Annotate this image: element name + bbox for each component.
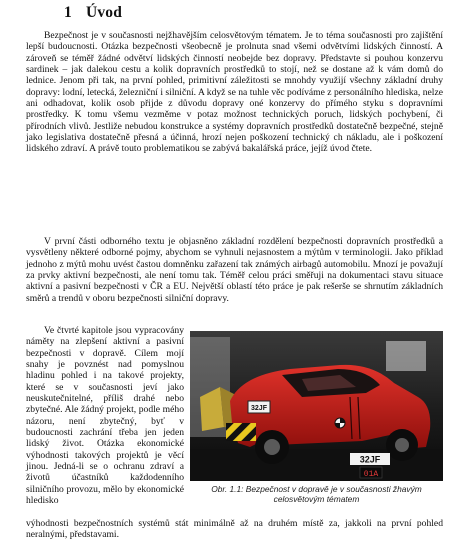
photo-door-label: 32JF: [251, 405, 267, 412]
crash-test-photo: [190, 331, 443, 481]
chapter-title: Úvod: [85, 4, 123, 21]
chapter-heading: [64, 4, 122, 22]
paragraph-chapter-four: Ve čtvrté kapitole jsou vypracovány náměty na zlepšení aktivní a pasivní bezpečnosti v dopravě. Cílem mojí snahy je povznést nad pomyslnou hladinu pohled i na takové projekty, které se v současnosti jeví jako neuskutečnitelné, příliš drahé nebo zbytečné. Ale žádný projekt, podle mého názoru, není zbytečný, byť v budoucnosti zachrání třeba jen jeden lidský život. Otázka ekonomické výhodnosti takových projektů je věcí jinou. Jedná-li se o ochranu zdraví a životů účastníků každodenního silničního provozu, mělo by ekonomické hledisko: [26, 325, 184, 507]
paragraph-intro: Bezpečnost je v současnosti nejžhavějším celosvětovým tématem. Je to téma současnosti pro zajištění lepší budoucnosti. Otázka bezpečnosti všeobecně je prolnuta snad všemi odvětvími lidských činností. A zároveň se téměř žádné odvětví lidských činností neobejde bez dopravy. Představte si pouhou konzervu sardinek – jak dalekou cestu a kolik dopravních prostředků to stojí, než se dostane až k vám domů do lednice. Jenom při tak, na první pohled, primitivní záležitosti se mnohdy využijí všechny základní druhy dopravy: lodní, letecká, železniční i silniční. A když se na tuhle věc podíváme z personálního hlediska, nelze ani odhadovat, kolik osob přijde z důvodu dopravy oné konzervy do přímého styku s dopravními prostředky. K tomu všemu vezměme v potaz možnost technických poruch, lidských pochybení, či přírodních vlivů. Jestliže nebudou konstrukce a systémy dopravních prostředků dostatečně bezpečné, stejně jako legislativa dostatečně přesná a účinná, hrozí nejen poškození technický ch nákladu, ale i poškození lidského zdraví. A právě touto problematikou se zabývá bakalářská práce, jejíž úvod čtete.: [26, 30, 443, 155]
crash-test-illustration: [190, 331, 443, 481]
figure-crash-test: [190, 331, 443, 513]
figure-caption: Obr. 1.1: Bezpečnost v dopravě je v současnosti žhavým celosvětovým tématem: [211, 484, 422, 504]
photo-license-plate: 32JF: [359, 454, 381, 465]
paragraph-chapter-four-continued: výhodnosti bezpečnostních systémů stát minimálně až na druhém místě za, jakkoli na první pohled neralnými, představami.: [26, 518, 443, 541]
paragraph-structure: V první části odborného textu je objasněno základní rozdělení bezpečnosti dopravních prostředků a vysvětleny některé odborné pojmy, abychom se vyhnuli nejasnostem a mýtům v terminologii. Jako příklad jednoho z mýtů mohu uvést častou domněnku zařazení tak známých airbagů automobilu. Mnozí je považují za prvky aktivní bezpečnosti, ale není tomu tak. Téměř celou práci směřuji na dokumentaci stavu situace aktivní a pasivní bezpečnosti v ČR a EU. Největší oblastí této práce je pak rešerše se shrnutím základních směrů a trendů v oboru bezpečnosti silniční dopravy.: [26, 236, 443, 304]
photo-timer-display: 01A: [363, 470, 379, 479]
chapter-number: 1: [64, 4, 72, 21]
